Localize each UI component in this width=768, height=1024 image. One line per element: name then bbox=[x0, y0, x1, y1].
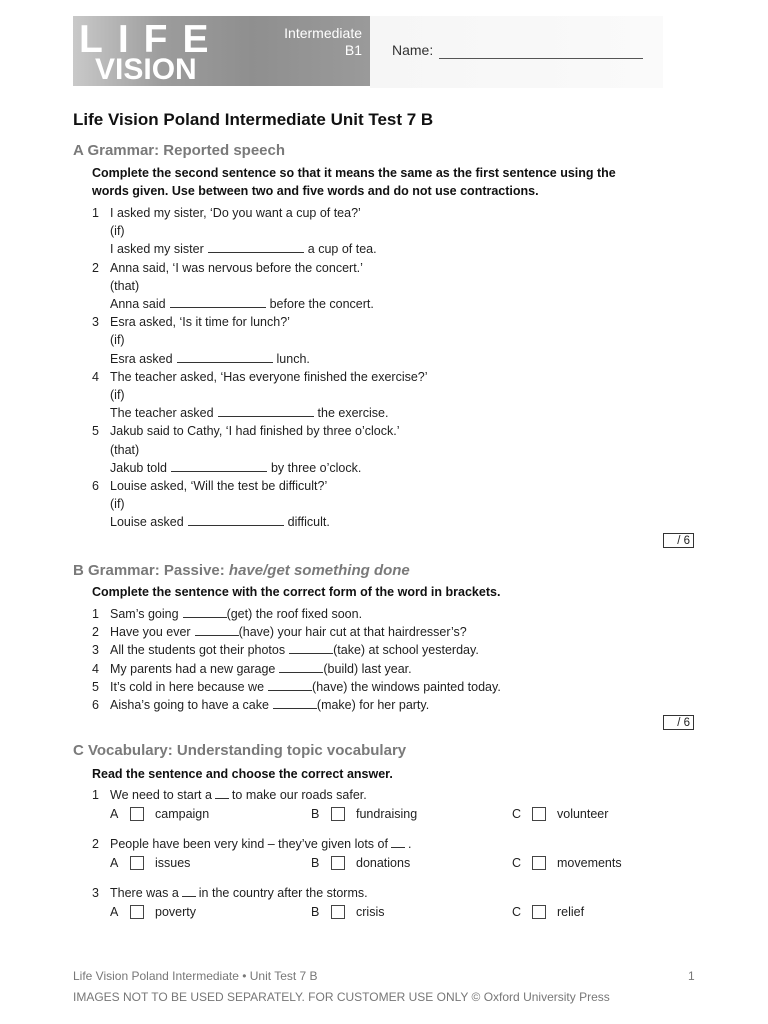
answer-blank[interactable] bbox=[170, 296, 266, 308]
question-number: 5 bbox=[92, 424, 99, 439]
section-c-heading: C Vocabulary: Understanding topic vocabulary bbox=[73, 742, 407, 759]
page-title: Life Vision Poland Intermediate Unit Test 7 B bbox=[73, 110, 434, 129]
question-cue-word: (if) bbox=[110, 387, 125, 402]
sentence-start: My parents had a new garage bbox=[110, 661, 276, 676]
question-cue-word: (that) bbox=[110, 278, 140, 293]
answer-blank[interactable] bbox=[273, 697, 317, 709]
section-b-heading bbox=[73, 562, 410, 579]
option-letter: B bbox=[311, 855, 320, 870]
question-sentence bbox=[110, 641, 479, 659]
question-sentence bbox=[110, 605, 362, 623]
sentence-end: (get) the roof fixed soon. bbox=[226, 607, 363, 621]
option-text: donations bbox=[356, 855, 411, 870]
question-number: 1 bbox=[92, 206, 99, 220]
level-label bbox=[284, 25, 362, 59]
section-a-heading: A Grammar: Reported speech bbox=[73, 142, 286, 159]
sentence-start: There was a bbox=[110, 886, 179, 900]
name-field-area bbox=[370, 16, 663, 88]
section-a-score-box: / 6 bbox=[663, 533, 694, 548]
option-text: volunteer bbox=[557, 806, 609, 821]
question-number: 1 bbox=[92, 607, 99, 621]
section-c-instruction: Read the sentence and choose the correct answer. bbox=[92, 767, 393, 781]
rewrite-start: I asked my sister bbox=[110, 242, 204, 257]
answer-blank[interactable] bbox=[218, 405, 314, 417]
question-cue-word: (if) bbox=[110, 224, 125, 239]
option-checkbox[interactable] bbox=[532, 856, 546, 870]
question-cue-word: (that) bbox=[110, 442, 140, 457]
question-cue-word: (if) bbox=[110, 333, 125, 348]
name-input-line[interactable] bbox=[439, 58, 643, 59]
question-sentence bbox=[110, 660, 412, 678]
answer-blank[interactable] bbox=[289, 642, 333, 654]
footer-unit-label: Life Vision Poland Intermediate • Unit Test 7 B bbox=[73, 969, 318, 983]
question-number: 2 bbox=[92, 260, 99, 275]
sentence-start: Have you ever bbox=[110, 625, 191, 640]
question-number: 2 bbox=[92, 625, 99, 640]
option-text: crisis bbox=[356, 904, 385, 919]
answer-blank[interactable] bbox=[208, 241, 304, 253]
section-a-instruction-line1: Complete the second sentence so that it means the same as the first sentence using the bbox=[92, 166, 616, 180]
sentence-end: in the country after the storms. bbox=[198, 886, 368, 900]
sentence-end: (have) the windows painted today. bbox=[312, 679, 501, 694]
question-sentence bbox=[110, 678, 501, 696]
question-number: 3 bbox=[92, 886, 99, 900]
sentence-start: Sam’s going bbox=[110, 607, 179, 621]
rewrite-end: the exercise. bbox=[317, 406, 389, 421]
section-a-instruction-line2: words given. Use between two and five words and do not use contractions. bbox=[92, 184, 539, 198]
option-checkbox[interactable] bbox=[331, 905, 345, 919]
question-original-sentence: Louise asked, ‘Will the test be difficult?’ bbox=[110, 479, 328, 493]
option-checkbox[interactable] bbox=[532, 905, 546, 919]
sentence-end: (have) your hair cut at that hairdresser’s? bbox=[238, 625, 467, 640]
question-sentence bbox=[110, 835, 411, 853]
rewrite-start: Anna said bbox=[110, 296, 166, 311]
option-text: relief bbox=[557, 904, 585, 919]
option-letter: C bbox=[512, 855, 522, 870]
answer-blank[interactable] bbox=[279, 661, 323, 673]
rewrite-end: before the concert. bbox=[269, 296, 374, 311]
life-vision-logo bbox=[73, 16, 370, 86]
sentence-start: People have been very kind – they’ve given lots of bbox=[110, 837, 388, 851]
question-number: 4 bbox=[92, 369, 99, 384]
rewrite-start: Jakub told bbox=[110, 460, 167, 475]
logo-vision-text: VISION bbox=[95, 53, 197, 86]
option-letter: A bbox=[110, 855, 119, 870]
option-letter: B bbox=[311, 806, 320, 821]
sentence-start: It’s cold in here because we bbox=[110, 679, 265, 694]
option-letter: C bbox=[512, 806, 522, 821]
section-b-instruction: Complete the sentence with the correct form of the word in brackets. bbox=[92, 585, 501, 599]
logo-life-text: LIFE bbox=[79, 18, 224, 61]
question-cue-word: (if) bbox=[110, 497, 125, 512]
sentence-start: We need to start a bbox=[110, 788, 212, 802]
sentence-end: (take) at school yesterday. bbox=[333, 643, 479, 658]
sentence-end: (make) for her party. bbox=[316, 698, 430, 712]
level-code: B1 bbox=[344, 42, 362, 58]
sentence-end: (build) last year. bbox=[323, 661, 412, 676]
section-b-score-box: / 6 bbox=[663, 715, 694, 730]
question-rewrite-line bbox=[110, 295, 374, 313]
option-letter: A bbox=[110, 806, 119, 821]
rewrite-start: Louise asked bbox=[110, 515, 184, 530]
option-text: poverty bbox=[155, 904, 196, 919]
option-checkbox[interactable] bbox=[331, 856, 345, 870]
answer-blank[interactable] bbox=[183, 606, 227, 618]
question-number: 5 bbox=[92, 679, 99, 694]
question-sentence bbox=[110, 786, 367, 804]
question-number: 3 bbox=[92, 643, 99, 658]
option-checkbox[interactable] bbox=[331, 807, 345, 821]
question-sentence bbox=[110, 696, 429, 714]
option-checkbox[interactable] bbox=[130, 856, 144, 870]
question-original-sentence: I asked my sister, ‘Do you want a cup of tea?’ bbox=[110, 206, 361, 220]
rewrite-start: Esra asked bbox=[110, 351, 173, 366]
option-letter: C bbox=[512, 904, 522, 919]
question-sentence bbox=[110, 884, 368, 902]
option-letter: B bbox=[311, 904, 320, 919]
question-number: 3 bbox=[92, 315, 99, 330]
section-b-heading-italic: have/get something done bbox=[228, 562, 410, 579]
option-text: movements bbox=[557, 855, 622, 870]
option-checkbox[interactable] bbox=[130, 905, 144, 919]
question-number: 2 bbox=[92, 837, 99, 851]
question-original-sentence: The teacher asked, ‘Has everyone finished the exercise?’ bbox=[110, 369, 428, 384]
footer-copyright: IMAGES NOT TO BE USED SEPARATELY. FOR CUSTOMER USE ONLY © Oxford University Press bbox=[73, 990, 610, 1004]
section-b-heading-text: B Grammar: Passive: bbox=[73, 562, 229, 579]
answer-blank[interactable] bbox=[195, 624, 239, 636]
sentence-end: . bbox=[407, 837, 412, 851]
question-original-sentence: Jakub said to Cathy, ‘I had finished by three o’clock.’ bbox=[110, 424, 400, 439]
name-label: Name: bbox=[392, 42, 434, 58]
question-rewrite-line bbox=[110, 240, 377, 258]
question-number: 4 bbox=[92, 661, 99, 676]
answer-blank[interactable] bbox=[268, 679, 312, 691]
page-header bbox=[73, 16, 663, 88]
level-name: Intermediate bbox=[284, 25, 362, 41]
answer-blank bbox=[182, 885, 196, 897]
option-checkbox[interactable] bbox=[532, 807, 546, 821]
section-a-instruction bbox=[92, 164, 652, 200]
sentence-start: All the students got their photos bbox=[110, 643, 286, 658]
question-number: 6 bbox=[92, 479, 99, 493]
sentence-start: Aisha’s going to have a cake bbox=[110, 698, 269, 712]
question-sentence bbox=[110, 623, 467, 641]
sentence-end: to make our roads safer. bbox=[231, 788, 367, 802]
rewrite-end: by three o’clock. bbox=[270, 460, 362, 475]
option-text: issues bbox=[155, 855, 191, 870]
question-original-sentence: Anna said, ‘I was nervous before the concert.’ bbox=[110, 260, 363, 275]
answer-blank[interactable] bbox=[171, 460, 267, 472]
option-text: fundraising bbox=[356, 806, 418, 821]
rewrite-end: a cup of tea. bbox=[307, 242, 377, 257]
option-letter: A bbox=[110, 904, 119, 919]
question-rewrite-line bbox=[110, 350, 310, 368]
question-rewrite-line bbox=[110, 404, 388, 422]
answer-blank bbox=[391, 836, 405, 848]
rewrite-end: difficult. bbox=[287, 515, 330, 530]
option-checkbox[interactable] bbox=[130, 807, 144, 821]
question-number: 6 bbox=[92, 698, 99, 712]
rewrite-start: The teacher asked bbox=[110, 406, 214, 421]
question-rewrite-line bbox=[110, 513, 330, 531]
question-original-sentence: Esra asked, ‘Is it time for lunch?’ bbox=[110, 315, 290, 330]
answer-blank bbox=[215, 787, 229, 799]
rewrite-end: lunch. bbox=[276, 351, 310, 366]
question-rewrite-line bbox=[110, 459, 361, 477]
option-text: campaign bbox=[155, 806, 210, 821]
page-number: 1 bbox=[688, 969, 695, 983]
answer-blank[interactable] bbox=[188, 514, 284, 526]
question-number: 1 bbox=[92, 788, 99, 802]
answer-blank[interactable] bbox=[177, 351, 273, 363]
